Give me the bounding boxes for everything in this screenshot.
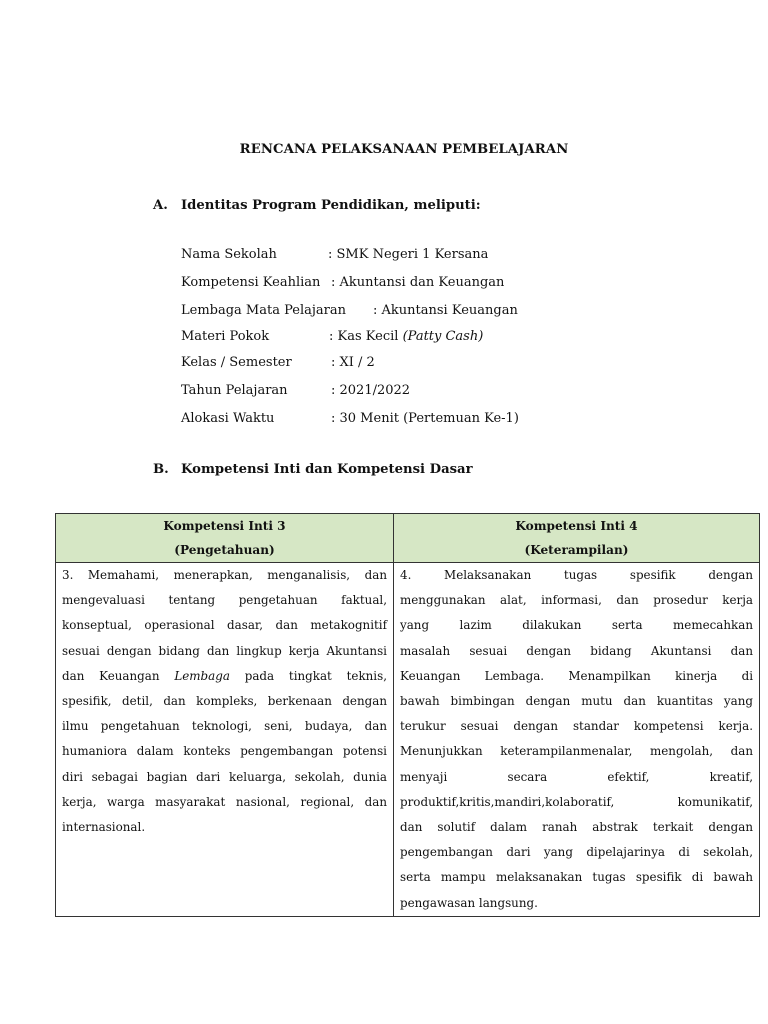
id-value: : 2021/2022 — [331, 383, 411, 398]
ki3-line: kerja, warga masyarakat nasional, regional, dan — [62, 794, 387, 809]
id-row-tahun-pelajaran — [181, 383, 411, 398]
ki4-header-subtitle: (Keterampilan) — [524, 543, 629, 557]
id-value-italic: (Patty Cash) — [402, 329, 484, 344]
id-row-kelas-semester — [181, 355, 375, 370]
ki3-line: 3. Memahami, menerapkan, menganalisis, dan — [62, 568, 387, 582]
id-value: : Akuntansi dan Keuangan — [331, 275, 505, 290]
id-value: : SMK Negeri 1 Kersana — [328, 247, 489, 262]
ki3-header-subtitle: (Pengetahuan) — [174, 543, 275, 557]
id-value-text: : Kas Kecil — [329, 329, 403, 344]
table-header-row — [56, 514, 760, 563]
ki4-line: Keuangan Lembaga. Menampilkan kinerja di — [400, 668, 753, 683]
id-label: Lembaga Mata Pelajaran — [181, 303, 346, 318]
ki4-line: 4. Melaksanakan tugas spesifik dengan — [400, 568, 753, 582]
id-label: Kompetensi Keahlian — [181, 275, 321, 290]
id-row-materi-pokok — [181, 329, 484, 344]
ki4-header-cell — [394, 514, 760, 563]
id-row-nama-sekolah — [181, 247, 489, 262]
ki4-line: dan solutif dalam ranah abstrak terkait dengan — [400, 820, 753, 835]
kompetensi-table — [55, 513, 760, 917]
ki4-line: menyaji secara efektif, kreatif, — [400, 769, 753, 784]
id-value: : XI / 2 — [331, 355, 375, 370]
id-row-lembaga-mata-pelajaran — [181, 303, 518, 318]
section-b-heading — [153, 462, 473, 477]
ki3-line: dan Keuangan Lembaga pada tingkat teknis, — [62, 668, 387, 683]
section-b-title: Kompetensi Inti dan Kompetensi Dasar — [181, 462, 473, 477]
section-a-heading — [153, 198, 481, 213]
ki4-line: yang lazim dilakukan serta memecahkan — [400, 618, 753, 633]
ki3-line: humaniora dalam konteks pengembangan potensi — [62, 744, 387, 759]
document-title: RENCANA PELAKSANAAN PEMBELAJARAN — [239, 142, 569, 157]
ki4-line: bawah bimbingan dengan mutu dan kuantitas yang — [400, 694, 753, 709]
table-body-row — [56, 563, 760, 917]
ki4-content-cell — [394, 563, 760, 917]
id-value — [329, 329, 483, 344]
ki3-line: spesifik, detil, dan kompleks, berkenaan dengan — [62, 694, 387, 709]
ki3-line: internasional. — [62, 820, 146, 835]
id-value: : Akuntansi Keuangan — [373, 303, 518, 318]
ki4-line: pengembangan dari yang dipelajarinya di sekolah, — [400, 845, 753, 860]
ki3-line: sesuai dengan bidang dan lingkup kerja Akuntansi — [62, 643, 387, 658]
ki4-line: produktif,kritis,mandiri,kolaboratif, komunikatif, — [400, 794, 753, 809]
ki4-line: terukur sesuai dengan standar kompetensi kerja. — [400, 719, 753, 734]
ki4-line: masalah sesuai dengan bidang Akuntansi dan — [400, 643, 753, 658]
id-label: Alokasi Waktu — [181, 411, 275, 426]
ki4-text — [394, 563, 759, 916]
id-label: Tahun Pelajaran — [181, 383, 288, 398]
ki3-line: konseptual, operasional dasar, dan metakognitif — [62, 618, 387, 633]
id-row-kompetensi-keahlian — [181, 275, 505, 290]
ki3-text — [56, 563, 393, 840]
ki3-line: mengevaluasi tentang pengetahuan faktual, — [62, 593, 387, 608]
section-b-letter: B. — [153, 462, 169, 477]
ki3-content-cell — [56, 563, 394, 917]
ki3-header-title: Kompetensi Inti 3 — [163, 519, 286, 533]
id-label: Kelas / Semester — [181, 355, 292, 370]
section-a-title: Identitas Program Pendidikan, meliputi: — [181, 198, 481, 213]
ki3-line: diri sebagai bagian dari keluarga, sekolah, dunia — [62, 769, 387, 784]
id-value: : 30 Menit (Pertemuan Ke-1) — [331, 411, 519, 426]
ki3-header-cell — [56, 514, 394, 563]
ki4-header-title: Kompetensi Inti 4 — [515, 519, 638, 533]
section-a-letter: A. — [153, 198, 168, 213]
id-label: Nama Sekolah — [181, 247, 277, 262]
ki3-line: ilmu pengetahuan teknologi, seni, budaya, dan — [62, 719, 387, 734]
ki4-line: Menunjukkan keterampilanmenalar, mengolah, dan — [400, 744, 753, 759]
ki4-line: pengawasan langsung. — [400, 895, 538, 910]
ki4-line: serta mampu melaksanakan tugas spesifik di bawah — [400, 870, 753, 885]
ki4-line: menggunakan alat, informasi, dan prosedur kerja — [400, 593, 753, 608]
id-row-alokasi-waktu — [181, 411, 519, 426]
id-label: Materi Pokok — [181, 329, 270, 344]
